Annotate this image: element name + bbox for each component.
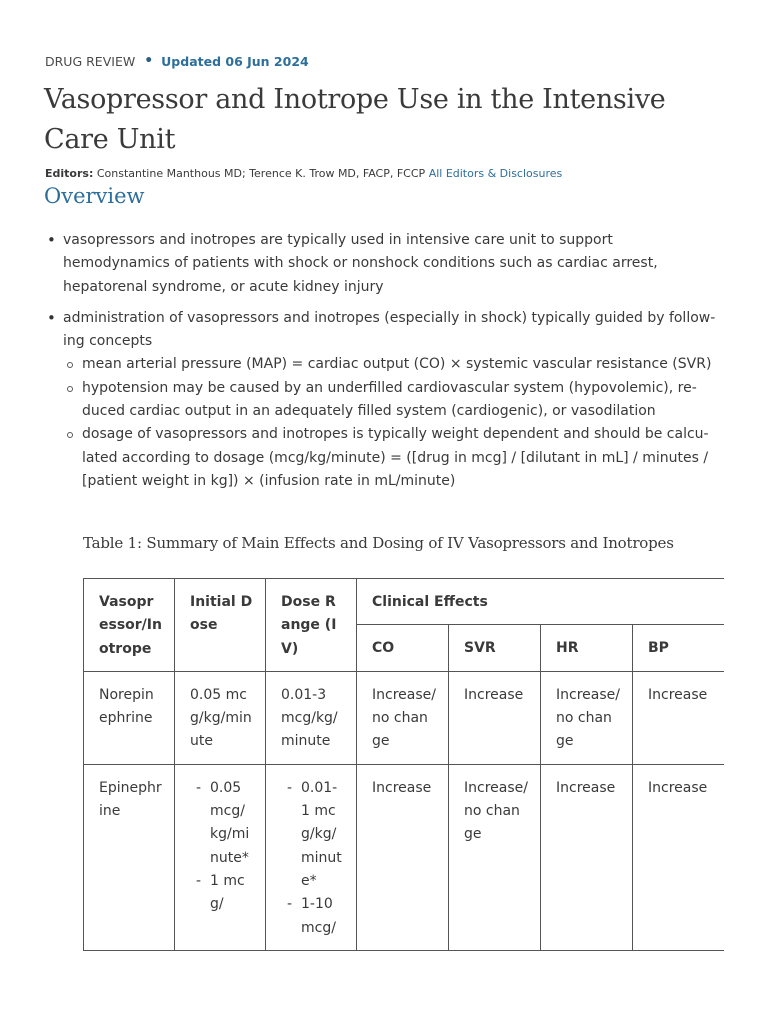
dose-list [190,777,253,917]
header-co: CO [357,625,449,671]
overview-list [44,229,724,501]
cell-agent: Epinephrine [84,764,175,950]
all-editors-link[interactable]: All Editors & Disclosures [428,167,563,180]
page-title: Vasopressor and Inotrope Use in the Intensive Care Unit [44,84,666,155]
cell-initial-dose: 0.05 mcg/kg/minute [175,671,266,764]
table-row [84,764,725,950]
dose-item: - 0.01-1 mcg/kg/minute* [301,777,344,893]
table-container [83,578,724,952]
editors-line [45,167,562,180]
header-clinical-effects: Clinical Effects [357,579,725,625]
cell-co: Increase [357,764,449,950]
cell-hr: Increase [541,764,633,950]
editors-label: Editors: [45,167,94,180]
updated-date: Updated 06 Jun 2024 [161,53,309,69]
header-bp: BP [633,625,725,671]
cell-svr: Increase [449,671,541,764]
dose-item: - 1 mcg/ [210,870,253,917]
cell-dose-range: 0.01-3 mcg/kg/minute [266,671,357,764]
header-initial-dose: Initial Dose [175,579,266,672]
dose-item: - 0.05 mcg/kg/minute* [210,777,253,870]
sub-list [63,353,724,493]
list-item: • administration of vasopressors and inotropes (especially in shock) typically guided by following concepts mean arterial pressure (MAP) = cardiac output (CO) × systemic vascular resistance (SVR) hypotension may be caused by an underfilled cardiovascular system (hypovolemic), reduced cardiac output in an adequately filled system (cardiogenic), or vasodilation dosage of vasopressors and inotropes is typically weight dependent and should be calculated according to dosage (mcg/kg/minute) = ([drug in mcg] / [dilutant in mL] / minutes / [patient weight in kg]) × (infusion rate in mL/minute) [44,307,724,493]
editors-names: Constantine Manthous MD; Terence K. Trow MD, FACP, FCCP [96,167,426,180]
header-svr: SVR [449,625,541,671]
dose-item: - 1-10 mcg/ [301,893,344,940]
cell-hr: Increase/no change [541,671,633,764]
table-row [84,671,725,764]
header-agent: Vasopressor/Inotrope [84,579,175,672]
cell-co: Increase/no change [357,671,449,764]
overview-heading: Overview [44,184,145,208]
dosing-table [83,578,724,951]
sub-list-item: hypotension may be caused by an underfilled cardiovascular system (hypovolemic), reduced cardiac output in an adequately filled system (cardiogenic), or vasodilation [63,377,724,424]
header-hr: HR [541,625,633,671]
cell-svr: Increase/no change [449,764,541,950]
sub-list-item: dosage of vasopressors and inotropes is typically weight dependent and should be calculated according to dosage (mcg/kg/minute) = ([drug in mcg] / [dilutant in mL] / minutes / [patient weight in kg]) × (infusion rate in mL/minute) [63,423,724,493]
cell-bp: Increase [633,671,725,764]
article-meta [45,53,309,69]
meta-separator: • [144,53,154,69]
sub-list-item: mean arterial pressure (MAP) = cardiac output (CO) × systemic vascular resistance (SVR) [63,353,724,376]
cell-bp: Increase [633,764,725,950]
cell-agent: Norepinephrine [84,671,175,764]
cell-dose-range [266,764,357,950]
table-header-row [84,579,725,625]
cell-initial-dose [175,764,266,950]
category-label: DRUG REVIEW [45,53,136,69]
list-item: • vasopressors and inotropes are typically used in intensive care unit to support hemodynamics of patients with shock or nonshock conditions such as cardiac arrest, hepatorenal syndrome, or acute kidney injury [44,229,724,299]
dose-list [281,777,344,940]
table-caption: Table 1: Summary of Main Effects and Dosing of IV Vasopressors and Inotropes [83,534,674,552]
header-dose-range: Dose Range (IV) [266,579,357,672]
